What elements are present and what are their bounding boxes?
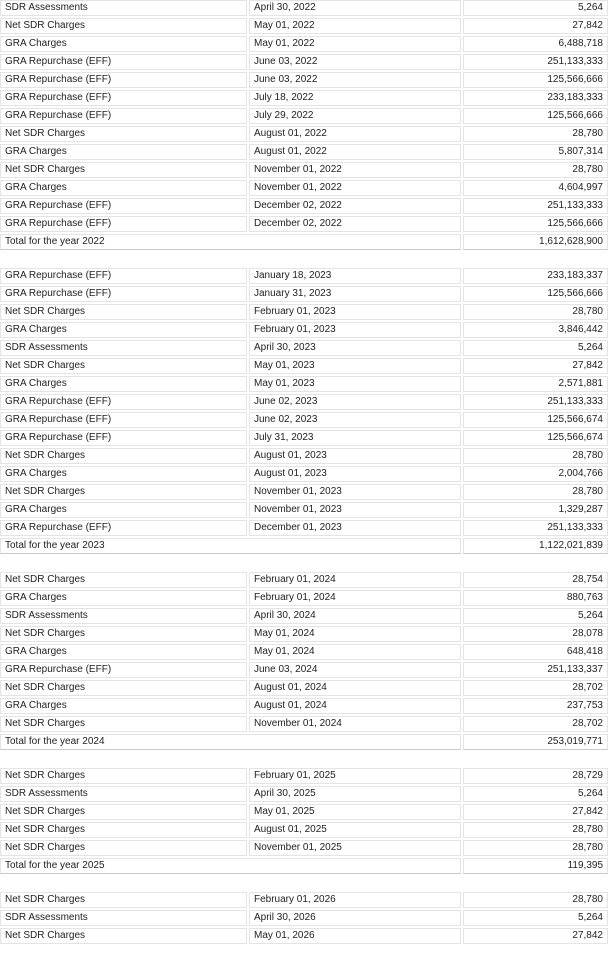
date-cell: January 18, 2023 (249, 268, 461, 284)
table-row (0, 822, 608, 838)
charge-type-cell: Net SDR Charges (0, 626, 247, 642)
table-row (0, 430, 608, 446)
date-cell: November 01, 2024 (249, 716, 461, 732)
charge-type-cell: Net SDR Charges (0, 18, 247, 34)
charge-type-cell: GRA Charges (0, 322, 247, 338)
charge-type-cell: GRA Repurchase (EFF) (0, 268, 247, 284)
date-cell: July 31, 2023 (249, 430, 461, 446)
date-cell: November 01, 2022 (249, 162, 461, 178)
charge-type-cell: SDR Assessments (0, 910, 247, 926)
section-spacer (0, 252, 608, 266)
amount-cell: 3,846,442 (463, 322, 608, 338)
year-total-label: Total for the year 2025 (0, 858, 461, 874)
date-cell: August 01, 2022 (249, 126, 461, 142)
date-cell: June 03, 2024 (249, 662, 461, 678)
charge-type-cell: GRA Charges (0, 698, 247, 714)
date-cell: April 30, 2026 (249, 910, 461, 926)
date-cell: February 01, 2023 (249, 304, 461, 320)
amount-cell: 251,133,333 (463, 394, 608, 410)
year-total-amount: 1,122,021,839 (463, 538, 608, 554)
table-row (0, 572, 608, 588)
spacer-cell (0, 556, 608, 570)
date-cell: February 01, 2026 (249, 892, 461, 908)
amount-cell: 5,264 (463, 786, 608, 802)
charge-type-cell: Net SDR Charges (0, 572, 247, 588)
table-row (0, 786, 608, 802)
year-total-amount: 253,019,771 (463, 734, 608, 750)
date-cell: April 30, 2023 (249, 340, 461, 356)
amount-cell: 1,329,287 (463, 502, 608, 518)
charge-type-cell: GRA Repurchase (EFF) (0, 662, 247, 678)
year-total-label: Total for the year 2024 (0, 734, 461, 750)
amount-cell: 233,183,333 (463, 90, 608, 106)
amount-cell: 125,566,666 (463, 286, 608, 302)
amount-cell: 125,566,674 (463, 412, 608, 428)
date-cell: November 01, 2022 (249, 180, 461, 196)
amount-cell: 125,566,674 (463, 430, 608, 446)
date-cell: August 01, 2023 (249, 448, 461, 464)
table-row (0, 358, 608, 374)
amount-cell: 5,264 (463, 910, 608, 926)
table-row (0, 520, 608, 536)
amount-cell: 125,566,666 (463, 108, 608, 124)
year-total-label: Total for the year 2022 (0, 234, 461, 250)
amount-cell: 28,780 (463, 840, 608, 856)
charge-type-cell: Net SDR Charges (0, 484, 247, 500)
date-cell: May 01, 2025 (249, 804, 461, 820)
date-cell: April 30, 2022 (249, 0, 461, 16)
amount-cell: 28,780 (463, 448, 608, 464)
charge-type-cell: Net SDR Charges (0, 126, 247, 142)
amount-cell: 27,842 (463, 358, 608, 374)
date-cell: February 01, 2024 (249, 572, 461, 588)
charge-type-cell: Net SDR Charges (0, 162, 247, 178)
charge-type-cell: SDR Assessments (0, 0, 247, 16)
table-row (0, 340, 608, 356)
date-cell: August 01, 2023 (249, 466, 461, 482)
charge-type-cell: GRA Repurchase (EFF) (0, 286, 247, 302)
charge-type-cell: Net SDR Charges (0, 358, 247, 374)
charge-type-cell: GRA Repurchase (EFF) (0, 90, 247, 106)
table-row (0, 644, 608, 660)
amount-cell: 28,729 (463, 768, 608, 784)
charge-type-cell: Net SDR Charges (0, 804, 247, 820)
table-row (0, 590, 608, 606)
table-row (0, 36, 608, 52)
charge-type-cell: SDR Assessments (0, 786, 247, 802)
charge-type-cell: GRA Charges (0, 502, 247, 518)
amount-cell: 28,780 (463, 484, 608, 500)
amount-cell: 251,133,333 (463, 198, 608, 214)
date-cell: February 01, 2023 (249, 322, 461, 338)
charge-type-cell: Net SDR Charges (0, 448, 247, 464)
date-cell: July 18, 2022 (249, 90, 461, 106)
section-spacer (0, 752, 608, 766)
date-cell: August 01, 2022 (249, 144, 461, 160)
table-row (0, 910, 608, 926)
table-row (0, 466, 608, 482)
table-row (0, 322, 608, 338)
date-cell: May 01, 2022 (249, 18, 461, 34)
table-row (0, 804, 608, 820)
charge-type-cell: GRA Charges (0, 376, 247, 392)
amount-cell: 28,780 (463, 162, 608, 178)
table-row (0, 144, 608, 160)
table-row (0, 394, 608, 410)
table-row (0, 892, 608, 908)
date-cell: December 02, 2022 (249, 198, 461, 214)
spacer-cell (0, 876, 608, 890)
year-total-row (0, 734, 608, 750)
table-row (0, 268, 608, 284)
charge-type-cell: Net SDR Charges (0, 304, 247, 320)
year-total-amount: 119,395 (463, 858, 608, 874)
table-row (0, 90, 608, 106)
amount-cell: 28,780 (463, 304, 608, 320)
charge-type-cell: Net SDR Charges (0, 716, 247, 732)
charge-type-cell: GRA Charges (0, 36, 247, 52)
charge-type-cell: GRA Charges (0, 644, 247, 660)
year-total-row (0, 858, 608, 874)
amount-cell: 648,418 (463, 644, 608, 660)
date-cell: April 30, 2024 (249, 608, 461, 624)
amount-cell: 237,753 (463, 698, 608, 714)
section-spacer (0, 876, 608, 890)
table-row (0, 448, 608, 464)
table-row (0, 626, 608, 642)
charge-type-cell: GRA Repurchase (EFF) (0, 216, 247, 232)
table-row (0, 698, 608, 714)
amount-cell: 251,133,333 (463, 54, 608, 70)
spacer-cell (0, 252, 608, 266)
amount-cell: 6,488,718 (463, 36, 608, 52)
amount-cell: 251,133,337 (463, 662, 608, 678)
charge-type-cell: Net SDR Charges (0, 822, 247, 838)
date-cell: February 01, 2025 (249, 768, 461, 784)
date-cell: June 03, 2022 (249, 54, 461, 70)
charge-type-cell: GRA Repurchase (EFF) (0, 412, 247, 428)
table-row (0, 376, 608, 392)
amount-cell: 28,078 (463, 626, 608, 642)
charge-type-cell: GRA Repurchase (EFF) (0, 54, 247, 70)
table-row (0, 840, 608, 856)
date-cell: May 01, 2023 (249, 376, 461, 392)
spacer-cell (0, 752, 608, 766)
charge-type-cell: GRA Repurchase (EFF) (0, 394, 247, 410)
table-row (0, 716, 608, 732)
charge-type-cell: Net SDR Charges (0, 768, 247, 784)
date-cell: November 01, 2025 (249, 840, 461, 856)
table-row (0, 484, 608, 500)
charge-type-cell: GRA Repurchase (EFF) (0, 430, 247, 446)
amount-cell: 27,842 (463, 18, 608, 34)
date-cell: February 01, 2024 (249, 590, 461, 606)
amount-cell: 28,780 (463, 126, 608, 142)
charge-type-cell: Net SDR Charges (0, 892, 247, 908)
date-cell: May 01, 2024 (249, 644, 461, 660)
date-cell: May 01, 2024 (249, 626, 461, 642)
date-cell: August 01, 2025 (249, 822, 461, 838)
charge-type-cell: GRA Repurchase (EFF) (0, 72, 247, 88)
amount-cell: 28,754 (463, 572, 608, 588)
date-cell: April 30, 2025 (249, 786, 461, 802)
amount-cell: 28,780 (463, 822, 608, 838)
table-row (0, 662, 608, 678)
amount-cell: 125,566,666 (463, 216, 608, 232)
amount-cell: 5,264 (463, 340, 608, 356)
table-row (0, 18, 608, 34)
date-cell: June 02, 2023 (249, 394, 461, 410)
table-row (0, 608, 608, 624)
charge-type-cell: GRA Charges (0, 144, 247, 160)
amount-cell: 880,763 (463, 590, 608, 606)
date-cell: May 01, 2026 (249, 928, 461, 944)
table-row (0, 286, 608, 302)
charge-type-cell: Net SDR Charges (0, 928, 247, 944)
table-row (0, 54, 608, 70)
charge-type-cell: GRA Repurchase (EFF) (0, 520, 247, 536)
amount-cell: 5,264 (463, 0, 608, 16)
year-total-label: Total for the year 2023 (0, 538, 461, 554)
date-cell: July 29, 2022 (249, 108, 461, 124)
amount-cell: 125,566,666 (463, 72, 608, 88)
table-row (0, 180, 608, 196)
table-row (0, 108, 608, 124)
amount-cell: 233,183,337 (463, 268, 608, 284)
table-row (0, 680, 608, 696)
table-row (0, 198, 608, 214)
table-row (0, 768, 608, 784)
table-row (0, 928, 608, 944)
table-row (0, 162, 608, 178)
charge-type-cell: GRA Repurchase (EFF) (0, 108, 247, 124)
table-row (0, 216, 608, 232)
year-total-amount: 1,612,628,900 (463, 234, 608, 250)
table-row (0, 72, 608, 88)
amount-cell: 27,842 (463, 928, 608, 944)
date-cell: November 01, 2023 (249, 484, 461, 500)
table-row (0, 502, 608, 518)
charge-type-cell: GRA Repurchase (EFF) (0, 198, 247, 214)
date-cell: May 01, 2022 (249, 36, 461, 52)
date-cell: May 01, 2023 (249, 358, 461, 374)
charge-type-cell: GRA Charges (0, 590, 247, 606)
charge-type-cell: Net SDR Charges (0, 680, 247, 696)
charge-type-cell: SDR Assessments (0, 340, 247, 356)
amount-cell: 27,842 (463, 804, 608, 820)
date-cell: December 01, 2023 (249, 520, 461, 536)
date-cell: June 02, 2023 (249, 412, 461, 428)
table-row (0, 304, 608, 320)
year-total-row (0, 538, 608, 554)
amount-cell: 28,780 (463, 892, 608, 908)
amount-cell: 5,264 (463, 608, 608, 624)
table-row (0, 0, 608, 16)
amount-cell: 4,604,997 (463, 180, 608, 196)
amount-cell: 5,807,314 (463, 144, 608, 160)
year-total-row (0, 234, 608, 250)
charge-type-cell: GRA Charges (0, 180, 247, 196)
amount-cell: 2,004,766 (463, 466, 608, 482)
charge-type-cell: SDR Assessments (0, 608, 247, 624)
date-cell: January 31, 2023 (249, 286, 461, 302)
amount-cell: 2,571,881 (463, 376, 608, 392)
table-row (0, 412, 608, 428)
date-cell: June 03, 2022 (249, 72, 461, 88)
date-cell: August 01, 2024 (249, 698, 461, 714)
date-cell: November 01, 2023 (249, 502, 461, 518)
charge-type-cell: GRA Charges (0, 466, 247, 482)
date-cell: December 02, 2022 (249, 216, 461, 232)
table-row (0, 126, 608, 142)
charge-type-cell: Net SDR Charges (0, 840, 247, 856)
section-spacer (0, 556, 608, 570)
amount-cell: 28,702 (463, 716, 608, 732)
amount-cell: 251,133,333 (463, 520, 608, 536)
amount-cell: 28,702 (463, 680, 608, 696)
date-cell: August 01, 2024 (249, 680, 461, 696)
